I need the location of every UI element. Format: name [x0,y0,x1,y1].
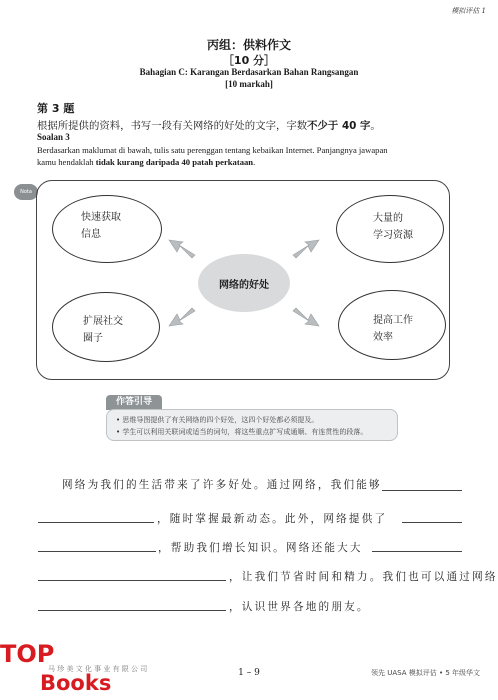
mind-map-node [336,195,444,263]
instruction-ms-line1: Berdasarkan maklumat di bawah, tulis satu perenggan tentang kebaikan Internet. Panjangnya jawapan [37,145,388,155]
guide-title: 作答引导 [106,395,162,410]
mind-map-node [338,290,446,360]
answer-line-4: ，让我们节省时间和精力。我们也可以通过网络 [229,571,498,583]
node-line: 大量的 [373,213,403,224]
nota-cloud-icon: Nota [14,184,38,200]
question-number-cn: 第 3 题 [37,102,75,115]
logo-top: TOP [0,640,55,668]
answer-blank[interactable] [38,610,226,611]
logo-bottom: Books [40,671,112,695]
answer-blank[interactable] [38,551,156,552]
answer-line-5: ，认识世界各地的朋友。 [229,601,370,613]
instruction-ms-bold: tidak kurang daripada 40 patah perkataan [95,157,254,167]
answer-blank[interactable] [38,522,154,523]
node-line: 信息 [81,229,101,240]
section-marks-ms: [10 markah] [225,79,273,89]
answer-blank[interactable] [402,522,462,523]
node-line: 圈子 [83,333,103,344]
instruction-cn: 根据所提供的资料，书写一段有关网络的好处的文字，字数不少于 40 字。 [37,120,381,132]
section-marks-cn: ［10 分］ [222,54,276,67]
corner-label: 模拟评估 1 [451,7,486,15]
node-line: 快速获取 [81,212,121,223]
node-line: 效率 [373,332,393,343]
series-label: 领先 UASA 模拟评估 • 5 年级华文 [371,669,480,677]
answer-blank[interactable] [38,580,226,581]
instruction-cn-bold: 不少于 40 字 [307,120,371,132]
guide-box [106,409,398,441]
publisher: 马 珍 美 文 化 事 业 有 限 公 司 [48,665,148,673]
section-title-ms: Bahagian C: Karangan Berdasarkan Bahan Rangsangan [139,67,359,77]
mind-map-node [52,195,162,263]
guide-point: • 思维导图提供了有关网络的四个好处，这四个好处都必须提及。 [116,416,319,424]
instruction-ms-line2: kamu hendaklah tidak kurang daripada 40 patah perkataan. [37,157,256,167]
answer-line-3: ，帮助我们增长知识。网络还能大大 [158,542,363,554]
node-line: 扩展社交 [83,316,123,327]
mind-map-center: 网络的好处 [198,254,290,312]
answer-line-1: 网络为我们的生活带来了许多好处。通过网络，我们能够 [62,479,382,491]
section-title-cn: 丙组：供料作文 [206,38,291,52]
answer-line-2: ，随时掌握最新动态。此外，网络提供了 [157,513,388,525]
mind-map-node [52,292,160,362]
node-line: 提高工作 [373,315,413,326]
answer-blank[interactable] [372,551,462,552]
node-line: 学习资源 [373,230,413,241]
guide-point: • 学生可以利用关联词或适当的词句，将这些重点扩写成通顺、有连贯性的段落。 [116,428,368,436]
answer-blank[interactable] [382,490,462,491]
page-number: 1 – 9 [238,668,260,678]
question-number-ms: Soalan 3 [37,132,70,142]
